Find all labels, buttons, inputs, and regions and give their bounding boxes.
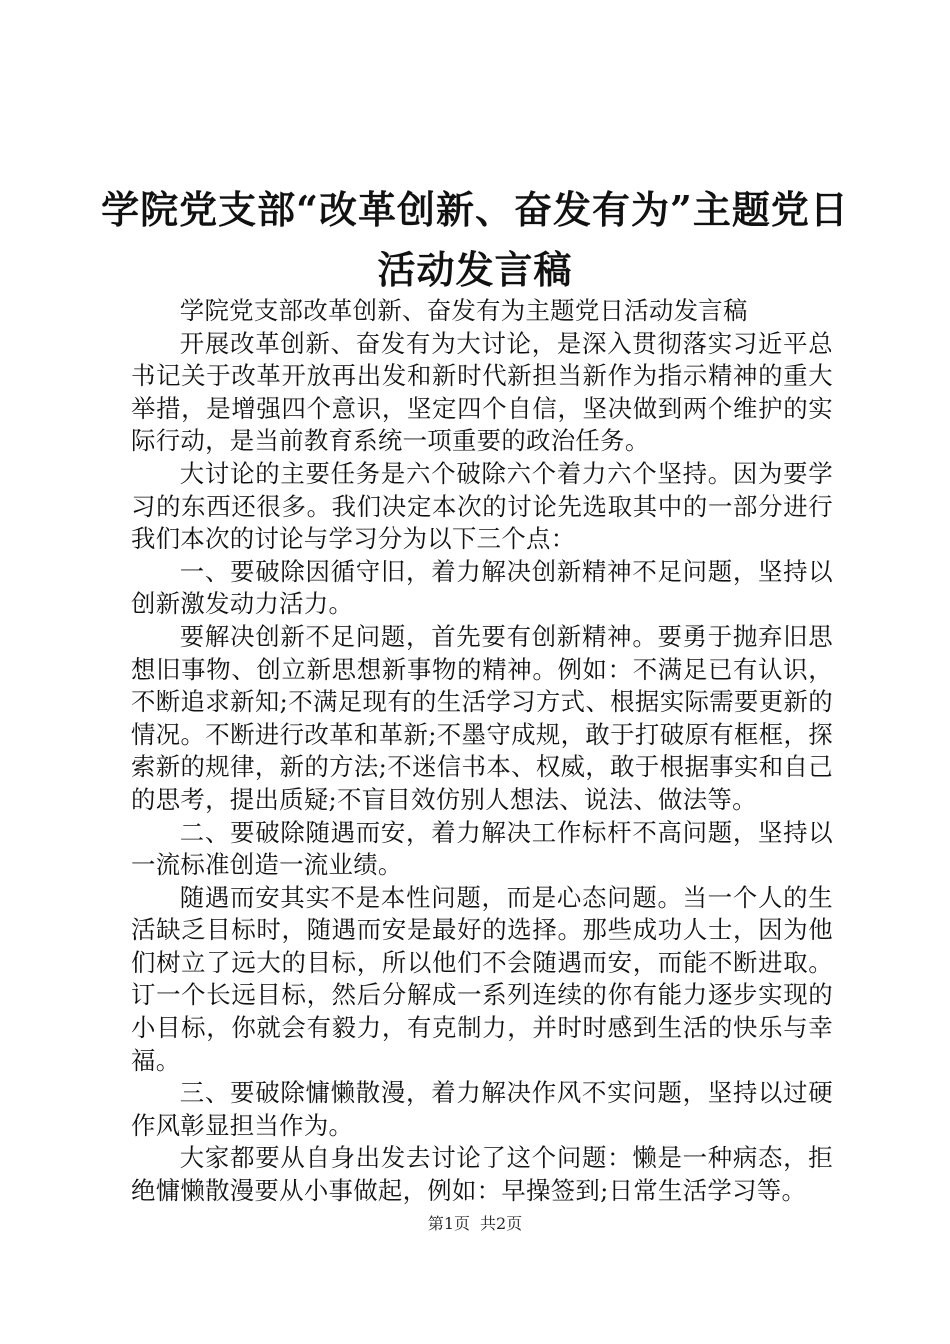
body-paragraph: 随遇而安其实不是本性问题，而是心态问题。当一个人的生活缺乏目标时，随遇而安是最好的选择。那些成功人士，因为他们树立了远大的目标，所以他们不会随遇而安，而能不断进取。订一个长远目标，然后分解成一系列连续的你有能力逐步实现的小目标，你就会有毅力，有克制力，并时时感到生活的快乐与幸福。 [131,882,833,1075]
page-footer [0,1214,950,1234]
document-title-line-1: 学院党支部“改革创新、奋发有为”主题党日 [101,187,849,232]
body-paragraph: 大讨论的主要任务是六个破除六个着力六个坚持。因为要学习的东西还很多。我们决定本次的讨论先选取其中的一部分进行我们本次的讨论与学习分为以下三个点： [131,458,833,554]
page-total: 共2页 [480,1214,523,1233]
document-body [131,295,833,1208]
section-heading-1: 一、要破除因循守旧，着力解决创新精神不足问题，坚持以创新激发动力活力。 [131,556,833,619]
subtitle-paragraph: 学院党支部改革创新、奋发有为主题党日活动发言稿 [179,296,748,325]
page-number: 第1页 [427,1214,470,1233]
body-paragraph: 大家都要从自身出发去讨论了这个问题：懒是一种病态，拒绝慵懒散漫要从小事做起，例如：早操签到;日常生活学习等。 [131,1143,833,1206]
body-paragraph: 要解决创新不足问题，首先要有创新精神。要勇于抛弃旧思想旧事物、创立新思想新事物的精神。例如：不满足已有认识，不断追求新知;不满足现有的生活学习方式、根据实际需要更新的情况。不断进行改革和革新;不墨守成规，敢于打破原有框框，探索新的规律，新的方法;不迷信书本、权威，敢于根据事实和自己的思考，提出质疑;不盲目效仿别人想法、说法、做法等。 [131,621,833,814]
document-title-line-2: 活动发言稿 [377,247,573,292]
section-heading-3: 三、要破除慵懒散漫，着力解决作风不实问题，坚持以过硬作风彰显担当作为。 [131,1078,833,1140]
section-heading-2: 二、要破除随遇而安，着力解决工作标杆不高问题，坚持以一流标准创造一流业绩。 [131,817,833,880]
body-paragraph: 开展改革创新、奋发有为大讨论，是深入贯彻落实习近平总书记关于改革开放再出发和新时代新担当新作为指示精神的重大举措，是增强四个意识，坚定四个自信，坚决做到两个维护的实际行动，是当前教育系统一项重要的政治任务。 [131,328,833,456]
